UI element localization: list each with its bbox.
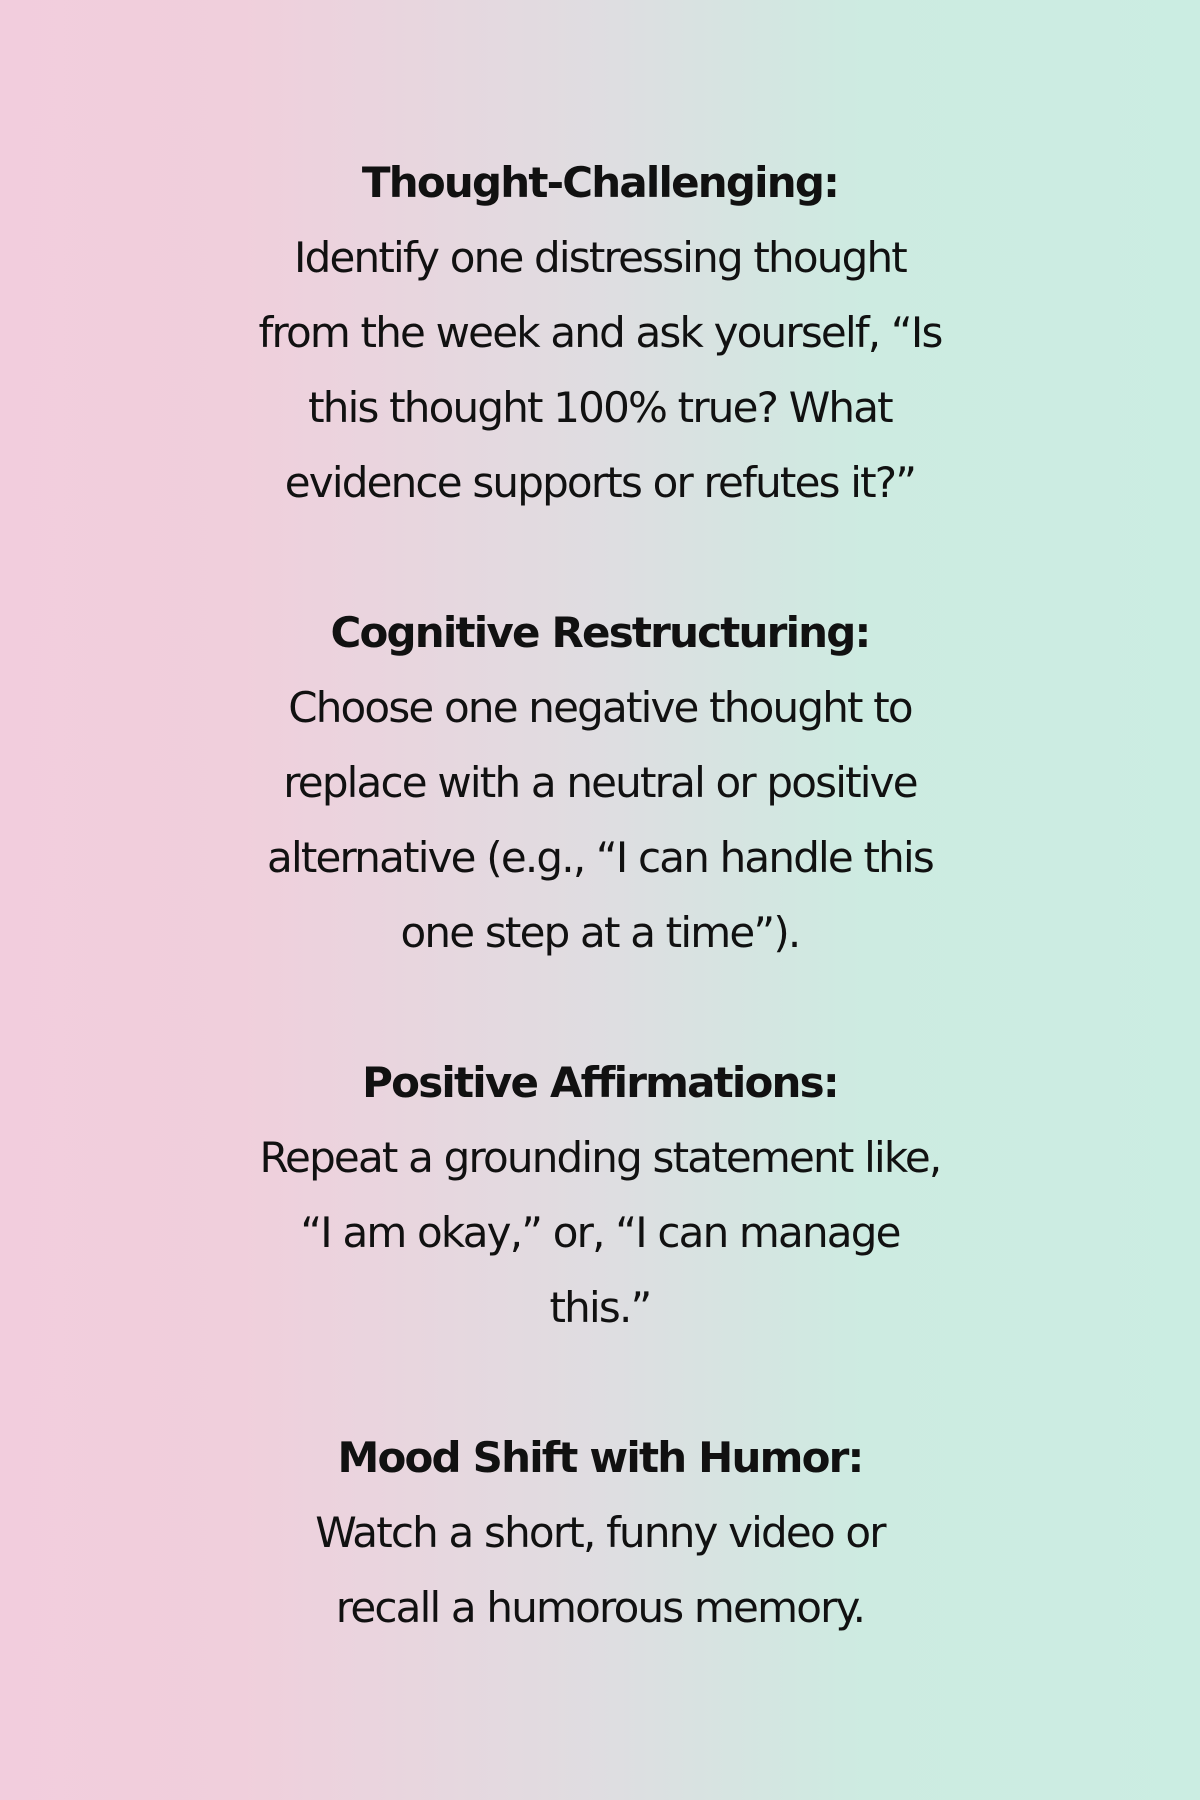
body-line: Choose one negative thought to [288,683,912,732]
body-line: one step at a time”). [400,908,800,957]
body-line: from the week and ask yourself, “Is [258,308,942,357]
section-body [210,1120,990,1345]
body-line: Identify one distressing thought [294,233,906,282]
section-body [210,220,990,520]
body-line: evidence supports or refutes it?” [284,458,916,507]
body-line: recall a humorous memory. [335,1583,865,1632]
body-line: this thought 100% true? What [308,383,892,432]
section-heading: Cognitive Restructuring: [330,608,870,657]
body-line: Watch a short, funny video or [315,1508,885,1557]
section-heading: Positive Affirmations: [362,1058,838,1107]
section-mood-shift-humor [210,1420,990,1645]
section-body [210,670,990,970]
body-line: replace with a neutral or positive [283,758,917,807]
section-positive-affirmations [210,1045,990,1345]
section-heading: Mood Shift with Humor: [337,1433,863,1482]
section-heading: Thought-Challenging: [361,158,839,207]
section-thought-challenging [210,145,990,520]
body-line: Repeat a grounding statement like, [259,1133,941,1182]
tips-list [210,145,990,1645]
section-body [210,1495,990,1645]
body-line: this.” [549,1283,651,1332]
body-line: alternative (e.g., “I can handle this [267,833,933,882]
section-cognitive-restructuring [210,595,990,970]
body-line: “I am okay,” or, “I can manage [300,1208,900,1257]
